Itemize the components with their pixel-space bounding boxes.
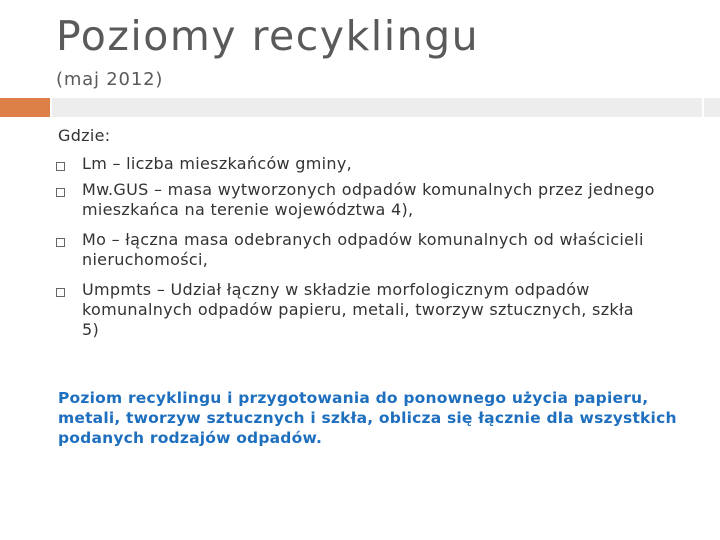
list-item bbox=[56, 154, 696, 174]
slide-title: Poziomy recyklingu bbox=[56, 12, 480, 60]
summary-line: Poziom recyklingu i przygotowania do ponownego użycia papieru, bbox=[58, 389, 649, 407]
list-item-line: mieszkańca na terenie województwa 4), bbox=[82, 200, 414, 219]
list-item-line: Umpmts – Udział łączny w składzie morfologicznym odpadów bbox=[82, 280, 590, 299]
square-bullet-icon bbox=[56, 288, 65, 297]
summary-text bbox=[58, 388, 698, 448]
list-item-line: Mw.GUS – masa wytworzonych odpadów komunalnych przez jednego bbox=[82, 180, 655, 199]
slide-subtitle: (maj 2012) bbox=[56, 69, 164, 90]
divider-bar bbox=[52, 98, 720, 117]
square-bullet-icon bbox=[56, 188, 65, 197]
list-item bbox=[56, 280, 696, 340]
square-bullet-icon bbox=[56, 238, 65, 247]
summary-line: podanych rodzajów odpadów. bbox=[58, 429, 323, 447]
list-item bbox=[56, 180, 696, 220]
divider-bar-separator bbox=[702, 98, 704, 117]
definition-list bbox=[56, 154, 696, 340]
list-item-line: komunalnych odpadów papieru, metali, tworzyw sztucznych, szkła bbox=[82, 300, 634, 319]
accent-bar bbox=[0, 98, 50, 117]
list-item-line: Mo – łączna masa odebranych odpadów komunalnych od właścicieli bbox=[82, 230, 644, 249]
list-item-line: 5) bbox=[82, 320, 100, 339]
list-item-line: Lm – liczba mieszkańców gminy, bbox=[82, 154, 352, 173]
intro-text: Gdzie: bbox=[58, 126, 111, 145]
summary-line: metali, tworzyw sztucznych i szkła, oblicza się łącznie dla wszystkich bbox=[58, 409, 677, 427]
list-item bbox=[56, 230, 696, 270]
square-bullet-icon bbox=[56, 162, 65, 171]
list-item-line: nieruchomości, bbox=[82, 250, 209, 269]
